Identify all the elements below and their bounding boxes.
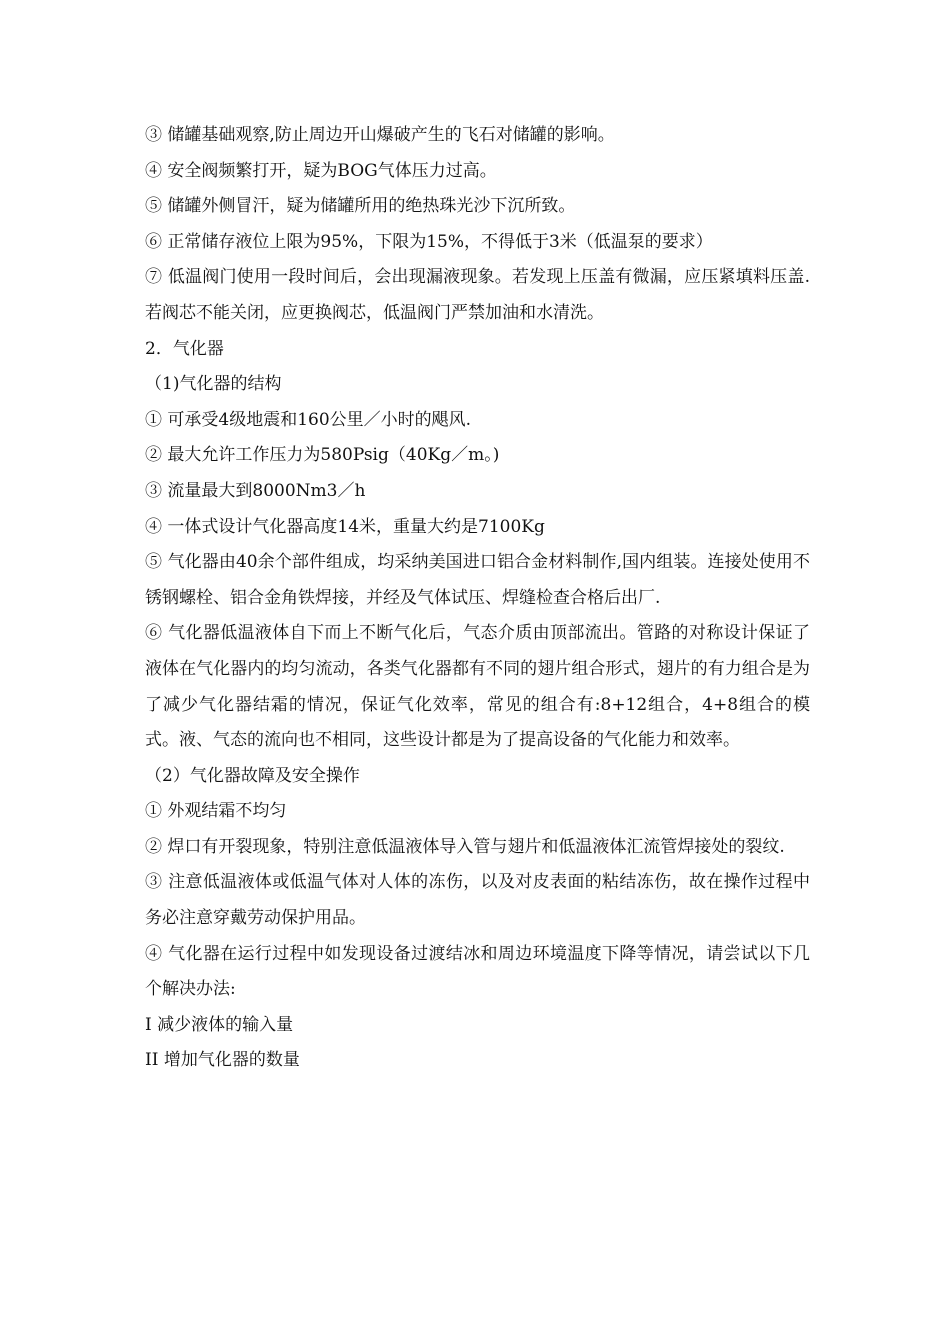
subsection-heading-structure: （1)气化器的结构: [145, 374, 282, 395]
fault-item-3: ③ 注意低温液体或低温气体对人体的冻伤，以及对皮表面的粘结冻伤，故在操作过程中务必注意穿戴劳动保护用品。: [145, 872, 810, 929]
document-body: [145, 118, 810, 1079]
structure-item-4: ④ 一体式设计气化器高度14米，重量大约是7100Kg: [145, 516, 545, 537]
subsection-heading-faults: （2）气化器故障及安全操作: [145, 765, 360, 786]
tank-item-5: ⑤ 储罐外侧冒汗，疑为储罐所用的绝热珠光沙下沉所致。: [145, 196, 576, 217]
structure-item-3: ③ 流量最大到8000Nm3／h: [145, 480, 366, 501]
tank-item-7: ⑦ 低温阀门使用一段时间后，会出现漏液现象。若发现上压盖有微漏，应压紧填料压盖.若阀芯不能关闭，应更换阀芯，低温阀门严禁加油和水清洗。: [145, 267, 810, 323]
tank-item-3: ③ 储罐基础观察,防止周边开山爆破产生的飞石对储罐的影响。: [145, 125, 615, 145]
fault-item-1: ① 外观结霜不均匀: [145, 801, 287, 822]
fault-item-2: ② 焊口有开裂现象，特别注意低温液体导入管与翅片和低温液体汇流管焊接处的裂纹.: [145, 836, 785, 857]
tank-item-4: ④ 安全阀频繁打开，疑为BOG气体压力过高。: [145, 160, 497, 181]
solution-item-1: I 减少液体的输入量: [145, 1014, 294, 1035]
solution-item-2: II 增加气化器的数量: [145, 1050, 300, 1071]
structure-item-5: ⑤ 气化器由40余个部件组成，均采纳美国进口铝合金材料制作,国内组装。连接处使用不锈钢螺栓、铝合金角铁焊接，并经及气体试压、焊缝检查合格后出厂.: [145, 552, 810, 608]
fault-item-4: ④ 气化器在运行过程中如发现设备过渡结冰和周边环境温度下降等情况，请尝试以下几个解决办法:: [145, 943, 810, 1000]
section-heading-vaporizer: 2．气化器: [145, 338, 224, 359]
tank-item-6: ⑥ 正常储存液位上限为95%，下限为15%，不得低于3米（低温泵的要求）: [145, 231, 713, 252]
structure-item-6: ⑥ 气化器低温液体自下而上不断气化后，气态介质由顶部流出。管路的对称设计保证了液体在气化器内的均匀流动，各类气化器都有不同的翅片组合形式，翅片的有力组合是为了减少气化器结霜的情况，保证气化效率，常见的组合有:8+12组合，4+8组合的模式。液、气态的流向也不相同，这些设计都是为了提高设备的气化能力和效率。: [145, 623, 810, 751]
structure-item-2: ② 最大允许工作压力为580Psig（40Kg／m。): [145, 445, 500, 466]
structure-item-1: ① 可承受4级地震和160公里／小时的飓风.: [145, 409, 472, 430]
